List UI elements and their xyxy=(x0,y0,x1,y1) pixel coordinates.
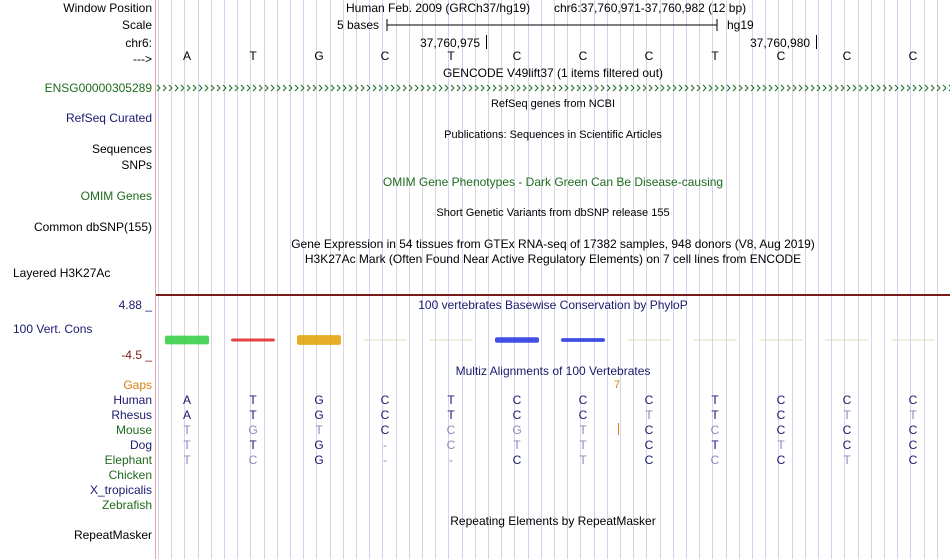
chromosome-label: chr6: xyxy=(125,36,152,50)
track-label-sidebar xyxy=(0,0,155,559)
position-readout[interactable]: chr6:37,760,971-37,760,982 (12 bp) xyxy=(554,1,747,15)
reference-base: C xyxy=(380,49,390,63)
aligned-base: T xyxy=(843,408,851,422)
phylop-mark xyxy=(231,338,275,341)
aligned-base: T xyxy=(909,408,917,422)
coordinate-label-1: 37,760,975 xyxy=(420,36,481,50)
aligned-base: T xyxy=(183,423,191,437)
aligned-base: C xyxy=(380,408,390,422)
aligned-base: T xyxy=(579,453,587,467)
snps-track-label[interactable]: SNPs xyxy=(121,158,152,172)
aligned-base: C xyxy=(380,423,390,437)
h3k27ac-track-title: H3K27Ac Mark (Often Found Near Active Regulatory Elements) on 7 cell lines from ENCODE xyxy=(304,252,802,266)
aligned-base: T xyxy=(183,438,191,452)
phylop-mark xyxy=(363,340,407,341)
aligned-base: C xyxy=(512,393,522,407)
phylop-track-title: 100 vertebrates Basewise Conservation by PhyloP xyxy=(418,298,688,312)
aligned-base: G xyxy=(314,453,324,467)
omim-phenotypes-title: OMIM Gene Phenotypes - Dark Green Can Be Disease-causing xyxy=(382,175,724,189)
phylop-mark xyxy=(495,337,539,342)
aligned-base: A xyxy=(182,408,191,422)
aligned-base: T xyxy=(579,438,587,452)
strand-label: ---> xyxy=(133,52,152,66)
coordinate-label-2: 37,760,980 xyxy=(750,36,811,50)
aligned-base: C xyxy=(842,423,852,437)
sequences-track-label[interactable]: Sequences xyxy=(91,142,152,156)
phylop-mark xyxy=(165,336,209,345)
coordinate-tick-1 xyxy=(486,35,487,49)
aligned-base: T xyxy=(447,393,455,407)
species-label-xtropicalis[interactable]: X_tropicalis xyxy=(89,483,152,497)
reference-base: T xyxy=(447,49,455,63)
aligned-base: T xyxy=(777,438,785,452)
conservation-max-label: 4.88 _ xyxy=(118,298,152,312)
omim-track-label[interactable]: OMIM Genes xyxy=(80,189,152,203)
gap-count: 7 xyxy=(614,379,621,391)
aligned-base: C xyxy=(644,423,654,437)
aligned-base: T xyxy=(315,423,323,437)
phylop-mark xyxy=(429,340,473,341)
phylop-logo[interactable] xyxy=(156,330,950,350)
species-label-dog[interactable]: Dog xyxy=(129,438,152,452)
repeatmasker-track-title: Repeating Elements by RepeatMasker xyxy=(450,514,656,528)
aligned-base: C xyxy=(248,453,258,467)
aligned-base: C xyxy=(644,453,654,467)
aligned-base: C xyxy=(908,393,918,407)
reference-base: C xyxy=(842,49,852,63)
gencode-gene-bar[interactable] xyxy=(156,83,950,93)
phylop-mark xyxy=(297,335,341,345)
aligned-base: G xyxy=(248,423,258,437)
aligned-base: T xyxy=(711,393,719,407)
aligned-base: T xyxy=(183,453,191,467)
aligned-base: A xyxy=(182,393,191,407)
aligned-base: C xyxy=(776,453,786,467)
aligned-base: C xyxy=(512,453,522,467)
aligned-base: T xyxy=(645,408,653,422)
aligned-base: C xyxy=(644,393,654,407)
phylop-mark xyxy=(825,340,869,341)
reference-base: C xyxy=(578,49,588,63)
phylop-mark xyxy=(561,338,605,342)
aligned-base: G xyxy=(314,408,324,422)
reference-base: T xyxy=(249,49,257,63)
reference-base: C xyxy=(776,49,786,63)
aligned-base: C xyxy=(908,438,918,452)
aligned-base: T xyxy=(711,438,719,452)
refseq-track-title: RefSeq genes from NCBI xyxy=(490,98,616,110)
reference-base: C xyxy=(644,49,654,63)
aligned-base: T xyxy=(249,438,257,452)
aligned-base: - xyxy=(383,438,387,452)
species-label-chicken[interactable]: Chicken xyxy=(108,468,152,482)
aligned-base: C xyxy=(512,408,522,422)
species-label-elephant[interactable]: Elephant xyxy=(104,453,152,467)
aligned-base: G xyxy=(314,393,324,407)
aligned-base: - xyxy=(449,453,453,467)
aligned-base: T xyxy=(249,393,257,407)
dbsnp-track-label[interactable]: Common dbSNP(155) xyxy=(33,220,152,234)
gencode-item-label[interactable]: ENSG00000305289 xyxy=(44,81,152,95)
aligned-base: T xyxy=(711,408,719,422)
aligned-base: C xyxy=(710,423,720,437)
species-label-rhesus[interactable]: Rhesus xyxy=(111,408,152,422)
multiz-track-title: Multiz Alignments of 100 Vertebrates xyxy=(455,364,651,378)
aligned-base: C xyxy=(710,453,720,467)
aligned-base: T xyxy=(513,438,521,452)
aligned-base: C xyxy=(908,423,918,437)
aligned-base: - xyxy=(383,453,387,467)
aligned-base: T xyxy=(447,408,455,422)
coordinate-tick-2 xyxy=(816,35,817,49)
phylop-mark xyxy=(759,340,803,341)
aligned-base: G xyxy=(314,438,324,452)
species-label-mouse[interactable]: Mouse xyxy=(115,423,152,437)
assembly-title: Human Feb. 2009 (GRCh37/hg19) xyxy=(346,1,531,15)
aligned-base: T xyxy=(579,423,587,437)
publications-track-title: Publications: Sequences in Scientific Articles xyxy=(444,129,662,141)
aligned-base: C xyxy=(446,438,456,452)
aligned-base: C xyxy=(380,393,390,407)
scale-text: 5 bases xyxy=(337,18,380,32)
reference-base: G xyxy=(314,49,324,63)
aligned-base: C xyxy=(446,423,456,437)
gencode-track-title: GENCODE V49lift37 (1 items filtered out) xyxy=(442,66,664,80)
aligned-base: C xyxy=(578,393,588,407)
track-separator xyxy=(156,294,950,296)
aligned-base: C xyxy=(908,453,918,467)
aligned-base: C xyxy=(776,423,786,437)
phylop-mark xyxy=(627,340,671,341)
aligned-base: C xyxy=(644,438,654,452)
conservation-track-label[interactable]: 100 Vert. Cons xyxy=(13,322,93,336)
gtex-track-title: Gene Expression in 54 tissues from GTEx RNA-seq of 17382 samples, 948 donors (V8, Aug 2019) xyxy=(291,237,815,251)
base-sequence-row xyxy=(156,49,950,63)
species-label-zebrafish[interactable]: Zebrafish xyxy=(101,498,152,512)
aligned-base: C xyxy=(578,408,588,422)
aligned-base: C xyxy=(776,408,786,422)
conservation-min-label: -4.5 _ xyxy=(121,348,152,362)
aligned-base: C xyxy=(842,393,852,407)
reference-base: A xyxy=(182,49,191,63)
window-position-label: Window Position xyxy=(63,1,152,15)
track-image-area[interactable] xyxy=(156,0,950,559)
dbsnp-track-title: Short Genetic Variants from dbSNP release 155 xyxy=(436,207,670,219)
multiz-alignment-block xyxy=(156,393,950,473)
repeatmasker-track-label[interactable]: RepeatMasker xyxy=(73,528,152,542)
aligned-base: C xyxy=(776,393,786,407)
scale-label: Scale xyxy=(121,18,152,32)
scale-db-label: hg19 xyxy=(727,18,754,32)
h3k27ac-track-label[interactable]: Layered H3K27Ac xyxy=(13,266,111,280)
aligned-base: G xyxy=(512,423,522,437)
scale-bar xyxy=(384,17,720,33)
aligned-base: T xyxy=(843,453,851,467)
reference-base: C xyxy=(512,49,522,63)
reference-base: C xyxy=(908,49,918,63)
phylop-mark xyxy=(891,340,935,341)
gaps-label: Gaps xyxy=(123,378,152,392)
aligned-base: C xyxy=(842,438,852,452)
refseq-track-label[interactable]: RefSeq Curated xyxy=(65,111,152,125)
phylop-mark xyxy=(693,340,737,341)
reference-base: T xyxy=(711,49,719,63)
species-label-human[interactable]: Human xyxy=(113,393,152,407)
aligned-base: T xyxy=(249,408,257,422)
